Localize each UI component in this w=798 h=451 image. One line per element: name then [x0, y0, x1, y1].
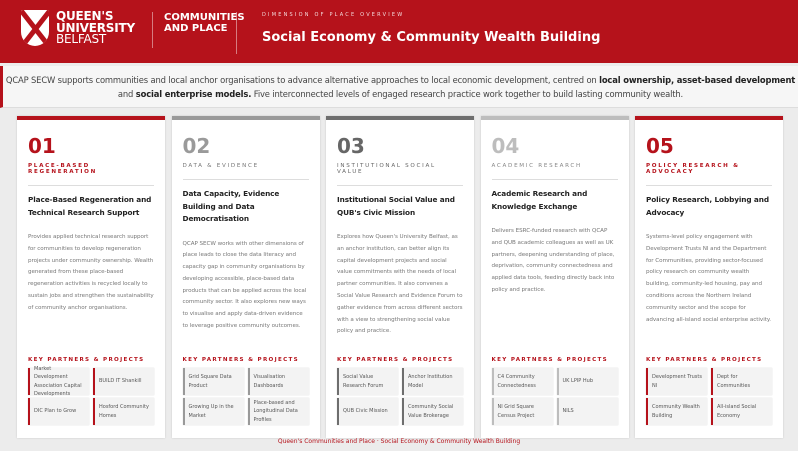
partner-item — [402, 368, 463, 395]
partner-label: NILS — [562, 408, 574, 415]
level-card-01 — [17, 116, 165, 438]
divider — [236, 12, 237, 54]
partner-label: Grid Square Data Product — [188, 374, 232, 389]
partner-item — [492, 368, 553, 395]
partner-label: Dept for Communities — [717, 374, 751, 389]
partner-item — [492, 398, 553, 425]
logo-line: QUEEN'S — [56, 9, 114, 23]
partners-label: KEY PARTNERS & PROJECTS — [337, 357, 454, 363]
partner-item — [711, 398, 772, 425]
partner-item — [557, 398, 618, 425]
level-card-03 — [326, 116, 474, 438]
partner-item — [28, 365, 89, 397]
card-category: ACADEMIC RESEARCH — [491, 163, 582, 169]
partner-item — [93, 398, 154, 425]
card-category: INSTITUTIONAL SOCIAL VALUE — [337, 163, 436, 175]
level-card-02 — [172, 116, 320, 438]
logo-line: UNIVERSITY — [56, 20, 135, 35]
card-body: Provides applied technical research support for communities to develop regeneration projects under community ownership. Wealth generated from these place-based regeneration activities is recycled locally to sustain jobs and strengthen the sustainability of community anchor organisations. — [28, 234, 154, 311]
partner-label: Development Trusts NI — [652, 374, 702, 389]
level-card-04 — [481, 116, 629, 438]
partner-item — [557, 368, 618, 395]
header — [0, 0, 798, 63]
partner-label: Hosford Community Homes — [99, 404, 149, 419]
partner-label: Growing Up in the Market — [188, 404, 234, 419]
unit-name — [164, 12, 245, 34]
divider — [337, 185, 463, 186]
partner-item — [646, 368, 707, 395]
card-title: Academic Research and Knowledge Exchange — [491, 189, 588, 211]
university-logo-text — [56, 11, 135, 46]
partner-label: Place-based and Longitudinal Data Profiles — [253, 400, 298, 423]
partner-label: Market Development Association Capital Developments — [34, 365, 82, 397]
card-title: Data Capacity, Evidence Building and Data Democratisation — [182, 189, 280, 223]
intro-part: QCAP SECW supports communities and local anchor organisations to advance alternative approaches to local economic development, centred on — [5, 75, 600, 85]
partner-label: BUILD IT Shankill — [99, 378, 142, 385]
partner-label: C4 Community Connectedness — [497, 374, 536, 389]
card-category: PLACE-BASED REGENERATION — [28, 163, 97, 175]
card-number: 03 — [337, 134, 365, 158]
card-number: 02 — [182, 134, 211, 158]
partner-label: Anchor Institution Model — [408, 374, 453, 389]
intro-text — [0, 66, 798, 108]
partners-label: KEY PARTNERS & PROJECTS — [646, 357, 763, 363]
partner-item — [711, 368, 772, 395]
divider — [492, 179, 618, 180]
card-title: Place-Based Regeneration and Technical Research Support — [28, 195, 152, 217]
partner-label: All-island Social Economy — [717, 404, 757, 419]
logo-line: BELFAST — [56, 32, 107, 46]
intro-part: and — [117, 89, 136, 99]
card-number: 01 — [28, 134, 56, 158]
card-number: 05 — [646, 134, 674, 158]
card-title: Policy Research, Lobbying and Advocacy — [646, 195, 769, 217]
partners-grid — [28, 365, 154, 425]
unit-line: AND PLACE — [164, 23, 228, 34]
partners-grid — [646, 368, 772, 425]
partner-label: Community Wealth Building — [652, 404, 700, 419]
partner-item — [337, 368, 398, 395]
partner-item — [337, 398, 398, 425]
card-title: Institutional Social Value and QUB's Civic Mission — [337, 195, 455, 217]
partner-item — [28, 398, 89, 425]
card-number: 04 — [491, 134, 520, 158]
card-body: Explores how Queen's University Belfast, as an anchor institution, can better align its capital development projects and social value commitments with the needs of local partner communities. It also convenes a Social Value Research and Evidence Forum to gather evidence from across different sectors with a view to strengthening social value policy and practice. — [337, 234, 463, 335]
partners-label: KEY PARTNERS & PROJECTS — [491, 357, 608, 363]
level-card-05 — [635, 116, 783, 438]
page-title: Social Economy & Community Wealth Building — [262, 30, 601, 45]
partner-item — [646, 398, 707, 425]
partner-label: Social Value Research Forum — [343, 374, 384, 389]
partners-label: KEY PARTNERS & PROJECTS — [28, 357, 145, 363]
divider — [152, 12, 153, 48]
partner-label: UK LPIP Hub — [562, 378, 594, 385]
partner-item — [183, 398, 244, 425]
partner-label: DIC Plan to Grow — [34, 408, 77, 415]
partner-item — [248, 368, 309, 395]
card-body: Systems-level policy engagement with Development Trusts NI and the Department for Communities, providing sector-focused policy research on community wealth building, community-led housing, pay and conditions across the Northern Ireland community sector and the scope for advancing all-island social enterprise activity. — [646, 234, 772, 323]
footer: Queen's Communities and Place · Social Economy & Community Wealth Building — [277, 438, 521, 445]
unit-line: COMMUNITIES — [164, 12, 245, 23]
partner-label: NI Grid Square Census Project — [497, 404, 535, 419]
divider — [183, 179, 309, 180]
card-body: Delivers ESRC-funded research with QCAP and QUB academic colleagues as well as UK partners, deepening understanding of place, deprivation, community connectedness and applied data tools, feeding directly back into policy and practice. — [491, 228, 615, 293]
partner-item — [248, 398, 309, 425]
partners-grid — [337, 368, 463, 425]
intro-bold: social enterprise models. — [135, 89, 252, 99]
partner-item — [93, 368, 154, 395]
partner-item — [402, 398, 463, 425]
qub-crest-logo — [21, 10, 49, 46]
partner-label: Visualisation Dashboards — [253, 374, 286, 389]
partner-label: QUB Civic Mission — [343, 408, 388, 415]
eyebrow: DIMENSION OF PLACE OVERVIEW — [262, 12, 405, 18]
partner-label: Community Social Value Brokerage — [408, 404, 454, 419]
partners-label: KEY PARTNERS & PROJECTS — [182, 357, 299, 363]
intro-part: Five interconnected levels of engaged research practice work together to build lasting community wealth. — [251, 89, 684, 99]
partners-grid — [183, 368, 309, 425]
card-category: POLICY RESEARCH & ADVOCACY — [646, 163, 740, 175]
card-body: QCAP SECW works with other dimensions of place leads to close the data literacy and capacity gap in community organisations by developing accessible, place-based data products that can be applied across the local community sector. It also explores new ways to visualise and apply data-driven evidence to leverage positive community outcomes. — [182, 240, 307, 330]
divider — [646, 185, 772, 186]
divider — [28, 185, 154, 186]
card-category: DATA & EVIDENCE — [182, 163, 259, 169]
intro-bold: local ownership, asset-based development — [599, 75, 796, 85]
partners-grid — [492, 368, 618, 425]
partner-item — [183, 368, 244, 395]
